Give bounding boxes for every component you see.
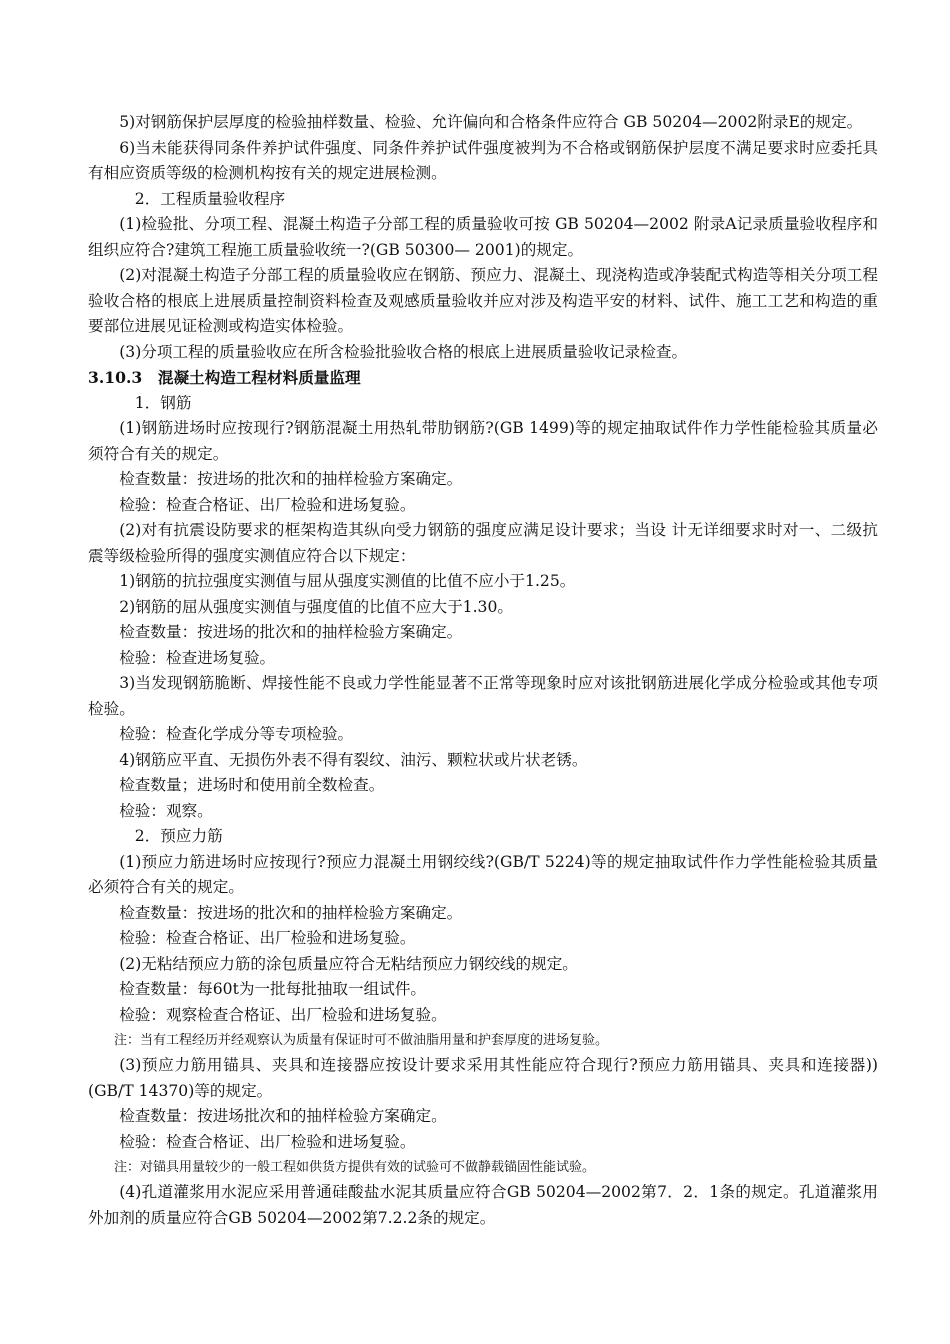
paragraph: (1)钢筋进场时应按现行?钢筋混凝土用热轧带肋钢筋?(GB 1499)等的规定抽取试件作力学性能检验其质量必须符合有关的规定。: [88, 419, 878, 463]
paragraph: (2)无粘结预应力筋的涂包质量应符合无粘结预应力钢绞线的规定。: [119, 954, 578, 973]
paragraph: 检验：检查进场复验。: [119, 648, 276, 667]
paragraph: 检查数量：按进场批次和的抽样检验方案确定。: [119, 1107, 447, 1125]
paragraph: 检查数量：按进场的批次和的抽样检验方案确定。: [119, 623, 463, 641]
section-heading: 3.10.3 混凝土构造工程材料质量监理: [88, 368, 361, 387]
paragraph: 检验：检查合格证、出厂检验和进场复验。: [119, 495, 416, 514]
paragraph: 检查数量：按进场的批次和的抽样检验方案确定。: [119, 903, 463, 922]
paragraph: 6)当未能获得同条件养护试件强度、同条件养护试件强度被判为不合格或钢筋保护层度不满足要求时应委托具有相应资质等级的检测机构按有关的规定进展检测。: [88, 138, 878, 182]
paragraph: 检验：观察。: [119, 801, 213, 820]
subsection-title: 2．预应力筋: [134, 827, 223, 845]
paragraph: 检查数量：每60t为一批每批抽取一组试件。: [119, 980, 426, 998]
paragraph: (2)对混凝土构造子分部工程的质量验收应在钢筋、预应力、混凝土、现浇构造或净装配式构造等相关分项工程验收合格的根底上进展质量控制资料检查及观感质量验收并应对涉及构造平安的材料、试件、施工工艺和构造的重要部位进展见证检测或构造实体检验。: [88, 266, 878, 335]
paragraph: 检查数量；进场时和使用前全数检查。: [119, 776, 385, 794]
subsection-title: 2．工程质量验收程序: [134, 189, 286, 208]
paragraph: 检验：检查合格证、出厂检验和进场复验。: [119, 1132, 416, 1151]
paragraph: (4)孔道灌浆用水泥应采用普通硅酸盐水泥其质量应符合GB 50204—2002第7．2．1条的规定。孔道灌浆用外加剂的质量应符合GB 50204—2002第7.2.2条的规定。: [88, 1183, 878, 1227]
paragraph: 3)当发现钢筋脆断、焊接性能不良或力学性能显著不正常等现象时应对该批钢筋进展化学成分检验或其他专项检验。: [88, 674, 878, 718]
paragraph: (2)对有抗震设防要求的框架构造其纵向受力钢筋的强度应满足设计要求；当设 计无详细要求时对一、二级抗震等级检验所得的强度实测值应符合以下规定：: [88, 521, 878, 565]
paragraph: (3)预应力筋用锚具、夹具和连接器应按设计要求采用其性能应符合现行?预应力筋用锚具、夹具和连接器))(GB/T 14370)等的规定。: [88, 1056, 878, 1100]
paragraph: 4)钢筋应平直、无损伤外表不得有裂纹、油污、颗粒状或片状老锈。: [119, 750, 588, 769]
paragraph: 检验：观察检查合格证、出厂检验和进场复验。: [119, 1005, 447, 1024]
note: 注：对锚具用量较少的一般工程如供货方提供有效的试验可不做静载锚固性能试验。: [114, 1160, 596, 1175]
paragraph: (3)分项工程的质量验收应在所含检验批验收合格的根底上进展质量验收记录检查。: [119, 342, 688, 361]
paragraph: (1)检验批、分项工程、混凝土构造子分部工程的质量验收可按 GB 50204—2002 附录A记录质量验收程序和组织应符合?建筑工程施工质量验收统一?(GB 50300— 2001)的规定。: [88, 215, 878, 259]
paragraph: 检查数量：按进场的批次和的抽样检验方案确定。: [119, 470, 463, 488]
paragraph: 检验：检查化学成分等专项检验。: [119, 725, 354, 743]
paragraph: 5)对钢筋保护层厚度的检验抽样数量、检验、允许偏向和合格条件应符合 GB 50204—2002附录E的规定。: [119, 113, 863, 131]
paragraph: 1)钢筋的抗拉强度实测值与屈从强度实测值的比值不应小于1.25。: [119, 572, 576, 590]
subsection-title: 1．钢筋: [134, 393, 192, 412]
paragraph: 2)钢筋的屈从强度实测值与强度值的比值不应大于1.30。: [119, 597, 513, 616]
paragraph: 检验：检查合格证、出厂检验和进场复验。: [119, 929, 416, 947]
note: 注：当有工程经历并经观察认为质量有保证时可不做油脂用量和护套厚度的进场复验。: [114, 1033, 609, 1048]
document-page: [88, 110, 878, 1231]
paragraph: (1)预应力筋进场时应按现行?预应力混凝土用钢绞线?(GB/T 5224)等的规定抽取试件作力学性能检验其质量必须符合有关的规定。: [88, 852, 878, 896]
